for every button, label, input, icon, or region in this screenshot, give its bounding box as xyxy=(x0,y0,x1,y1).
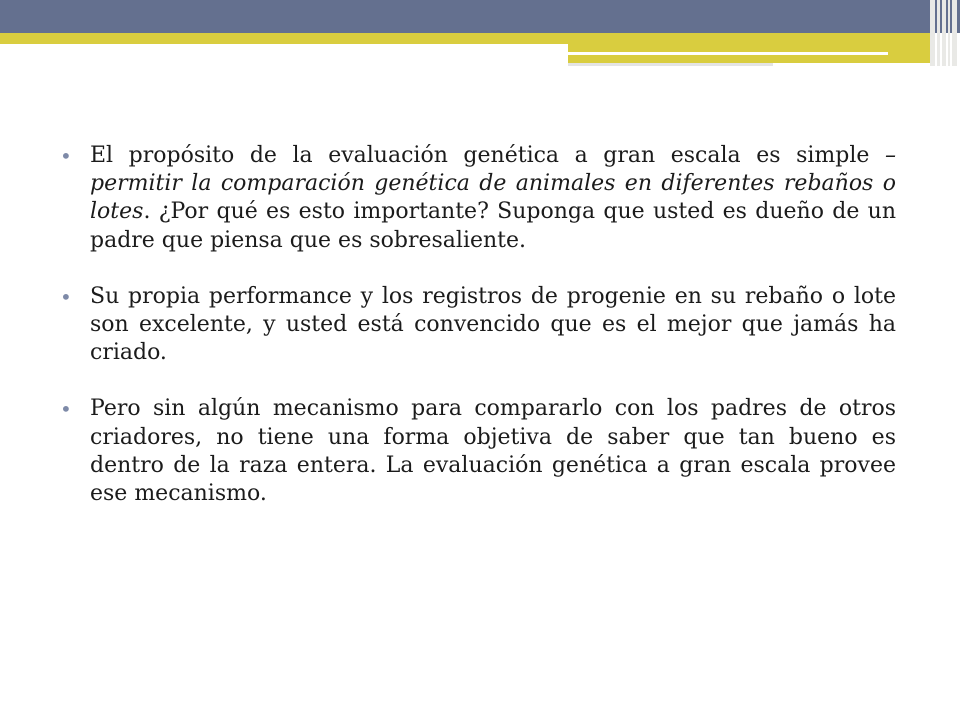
decorative-stripe xyxy=(948,0,950,66)
bullet-item-performance xyxy=(60,283,896,368)
decorative-stripe xyxy=(952,0,957,66)
bullet-text-lead: El propósito de la evaluación genética a gran escala es simple xyxy=(90,143,885,168)
bullet-icon: • xyxy=(60,397,72,422)
bullet-icon: • xyxy=(60,144,72,168)
shadow-rule xyxy=(568,63,773,66)
decorative-stripe xyxy=(930,0,935,66)
header-band xyxy=(0,0,960,33)
bullet-item-mecanismo xyxy=(60,395,896,508)
bullet-text: Su propia performance y los registros de progenie en su rebaño o lote son excelente, y usted está convencido que es el mejor que jamás ha criado. xyxy=(90,283,896,366)
bullet-icon: • xyxy=(60,284,72,309)
decorative-stripe xyxy=(937,0,940,66)
gold-accent-line xyxy=(0,33,930,44)
bullet-item-proposito xyxy=(60,142,896,255)
decorative-stripe xyxy=(942,0,946,66)
bullet-text: Pero sin algún mecanismo para compararlo con los padres de otros criadores, no tiene una forma objetiva de saber que tan bueno es dentro de la raza entera. La evaluación genética a gran escala provee ese mecanismo. xyxy=(90,396,896,507)
bullet-text-emphasis: – permitir la comparación genética de animales en diferentes rebaños o lotes xyxy=(90,143,896,225)
accent-rule xyxy=(568,52,888,55)
slide-body xyxy=(60,142,896,508)
bullet-text-tail: . ¿Por qué es esto importante? Suponga que usted es dueño de un padre que piensa que es sobresaliente. xyxy=(90,199,896,253)
